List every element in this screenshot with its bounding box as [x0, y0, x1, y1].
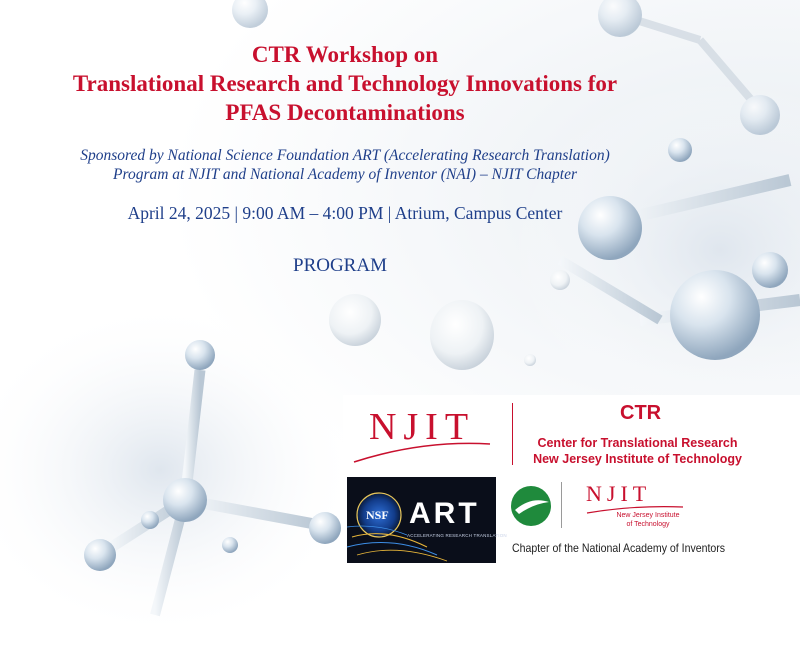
- njit-sub-line-2: of Technology: [626, 521, 670, 528]
- water-droplet: [524, 354, 536, 366]
- water-droplet: [329, 294, 381, 346]
- nsf-mark: NSF: [366, 508, 389, 522]
- ctr-logo: [620, 402, 662, 426]
- nai-caption: Chapter of the National Academy of Inventors: [512, 541, 726, 555]
- ctr-name-line-2: New Jersey Institute of Technology: [533, 452, 742, 466]
- title-line-1: CTR Workshop on: [251, 42, 439, 67]
- sponsor-line-2: Program at NJIT and National Academy of Inventor (NAI) – NJIT Chapter: [113, 166, 577, 183]
- art-tagline: ACCELERATING RESEARCH TRANSLATION: [407, 533, 507, 538]
- nai-divider: [561, 482, 562, 528]
- title-line-3: PFAS Decontaminations: [225, 100, 465, 125]
- ctr-name-line-1: Center for Translational Research: [537, 436, 738, 450]
- title-line-2: Translational Research and Technology Innovations for: [72, 71, 618, 96]
- art-wordmark: ART: [409, 497, 480, 530]
- ctr-name: [530, 435, 745, 467]
- nai-swoosh-icon: [509, 484, 553, 528]
- event-details: April 24, 2025 | 9:00 AM – 4:00 PM | Atrium, Campus Center: [127, 203, 563, 223]
- logo-divider: [512, 403, 513, 465]
- ctr-mark: CTR: [620, 402, 662, 424]
- sponsor-line-1: Sponsored by National Science Foundation ART (Accelerating Research Translation): [80, 147, 610, 164]
- njit-swoosh-icon: [352, 400, 492, 470]
- njit-wordmark: NJIT: [368, 406, 476, 448]
- workshop-title: [0, 40, 690, 127]
- njit-small-subtitle: [610, 511, 686, 529]
- water-droplet: [430, 300, 494, 370]
- sponsor-text: [0, 146, 690, 184]
- njit-logo: [352, 400, 492, 470]
- njit-small-wordmark: NJIT: [586, 481, 652, 506]
- njit-sub-line-1: New Jersey Institute: [616, 512, 680, 519]
- program-heading: PROGRAM: [293, 255, 387, 276]
- left-haze: [0, 300, 360, 640]
- nsf-art-logo: [347, 477, 507, 563]
